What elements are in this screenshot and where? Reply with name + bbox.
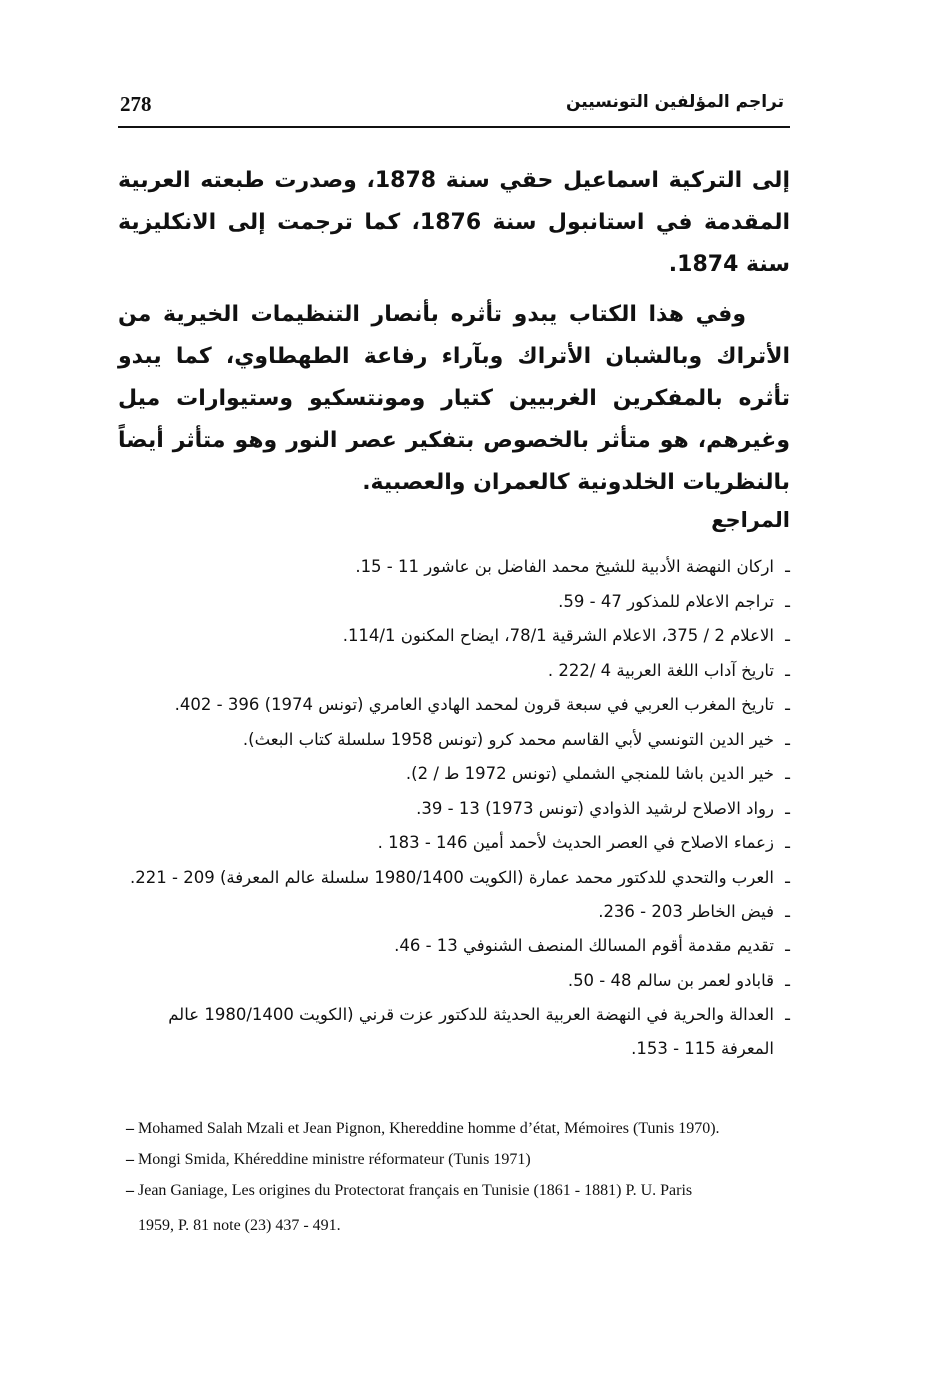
reference-item: ـ تاريخ آداب اللغة العربية 4 /222 . — [118, 654, 790, 689]
reference-item: ـ زعماء الاصلاح في العصر الحديث لأحمد أمين 146 - 183 . — [118, 826, 790, 861]
latin-references-list — [126, 1116, 796, 1244]
references-list — [118, 550, 790, 1066]
latin-reference-item: – Jean Ganiage, Les origines du Protectorat français en Tunisie (1861 - 1881) P. U. Paris — [126, 1178, 796, 1203]
reference-item: ـ الاعلام 2 / 375، الاعلام الشرقية 78/1، ايضاح المكنون 114/1. — [118, 619, 790, 654]
reference-item: ـ تاريخ المغرب العربي في سبعة قرون لمحمد الهادي العامري (تونس 1974) 396 - 402. — [118, 688, 790, 723]
reference-item: ـ العدالة والحرية في النهضة العربية الحديثة للدكتور عزت قرني (الكويت 1980/1400 عالم المعرفة 115 - 153. — [118, 998, 790, 1066]
reference-item: ـ خير الدين باشا للمنجي الشملي (تونس 1972 ط / 2). — [118, 757, 790, 792]
page-number: 278 — [120, 92, 152, 116]
references-heading: المراجع — [711, 508, 790, 532]
latin-reference-item: – Mohamed Salah Mzali et Jean Pignon, Khereddine homme d’état, Mémoires (Tunis 1970). — [126, 1116, 796, 1141]
latin-reference-continuation: 1959, P. 81 note (23) 437 - 491. — [138, 1217, 341, 1234]
latin-reference-item: – Mongi Smida, Khéreddine ministre réformateur (Tunis 1971) — [126, 1147, 796, 1172]
body-paragraph: وفي هذا الكتاب يبدو تأثره بأنصار التنظيمات الخيرية من الأتراك وبالشبان الأتراك وبآراء رفاعة الطهطاوي، كما يبدو تأثره بالمفكرين الغربيين كتيار ومونتسكيو وستيوارات ميل وغيرهم، هو متأثر بالخصوص بتفكير عصر النور وهو متأثر أيضاً بالنظريات الخلدونية كالعمران والعصبية. — [118, 302, 790, 495]
reference-item: ـ تراجم الاعلام للمذكور 47 - 59. — [118, 585, 790, 620]
running-title: تراجم المؤلفين التونسيين — [566, 92, 784, 112]
reference-item: ـ خير الدين التونسي لأبي القاسم محمد كرو (تونس 1958 سلسلة كتاب البعث). — [118, 723, 790, 758]
reference-item: ـ رواد الاصلاح لرشيد الذوادي (تونس 1973) 13 - 39. — [118, 792, 790, 827]
reference-item: ـ اركان النهضة الأدبية للشيخ محمد الفاضل بن عاشور 11 - 15. — [118, 550, 790, 585]
page-header — [118, 86, 790, 128]
reference-item: ـ فيض الخاطر 203 - 236. — [118, 895, 790, 930]
reference-item: ـ تقديم مقدمة أقوم المسالك المنصف الشنوفي 13 - 46. — [118, 929, 790, 964]
reference-item: ـ قابادو لعمر بن سالم 48 - 50. — [118, 964, 790, 999]
reference-item: ـ العرب والتحدي للدكتور محمد عمارة (الكويت 1980/1400 سلسلة عالم المعرفة) 209 - 221. — [118, 861, 790, 895]
body-paragraph: إلى التركية اسماعيل حقي سنة 1878، وصدرت طبعته العربية المقدمة في استانبول سنة 1876، كما ترجمت إلى الانكليزية سنة 1874. — [118, 168, 790, 277]
body-text — [118, 160, 790, 512]
